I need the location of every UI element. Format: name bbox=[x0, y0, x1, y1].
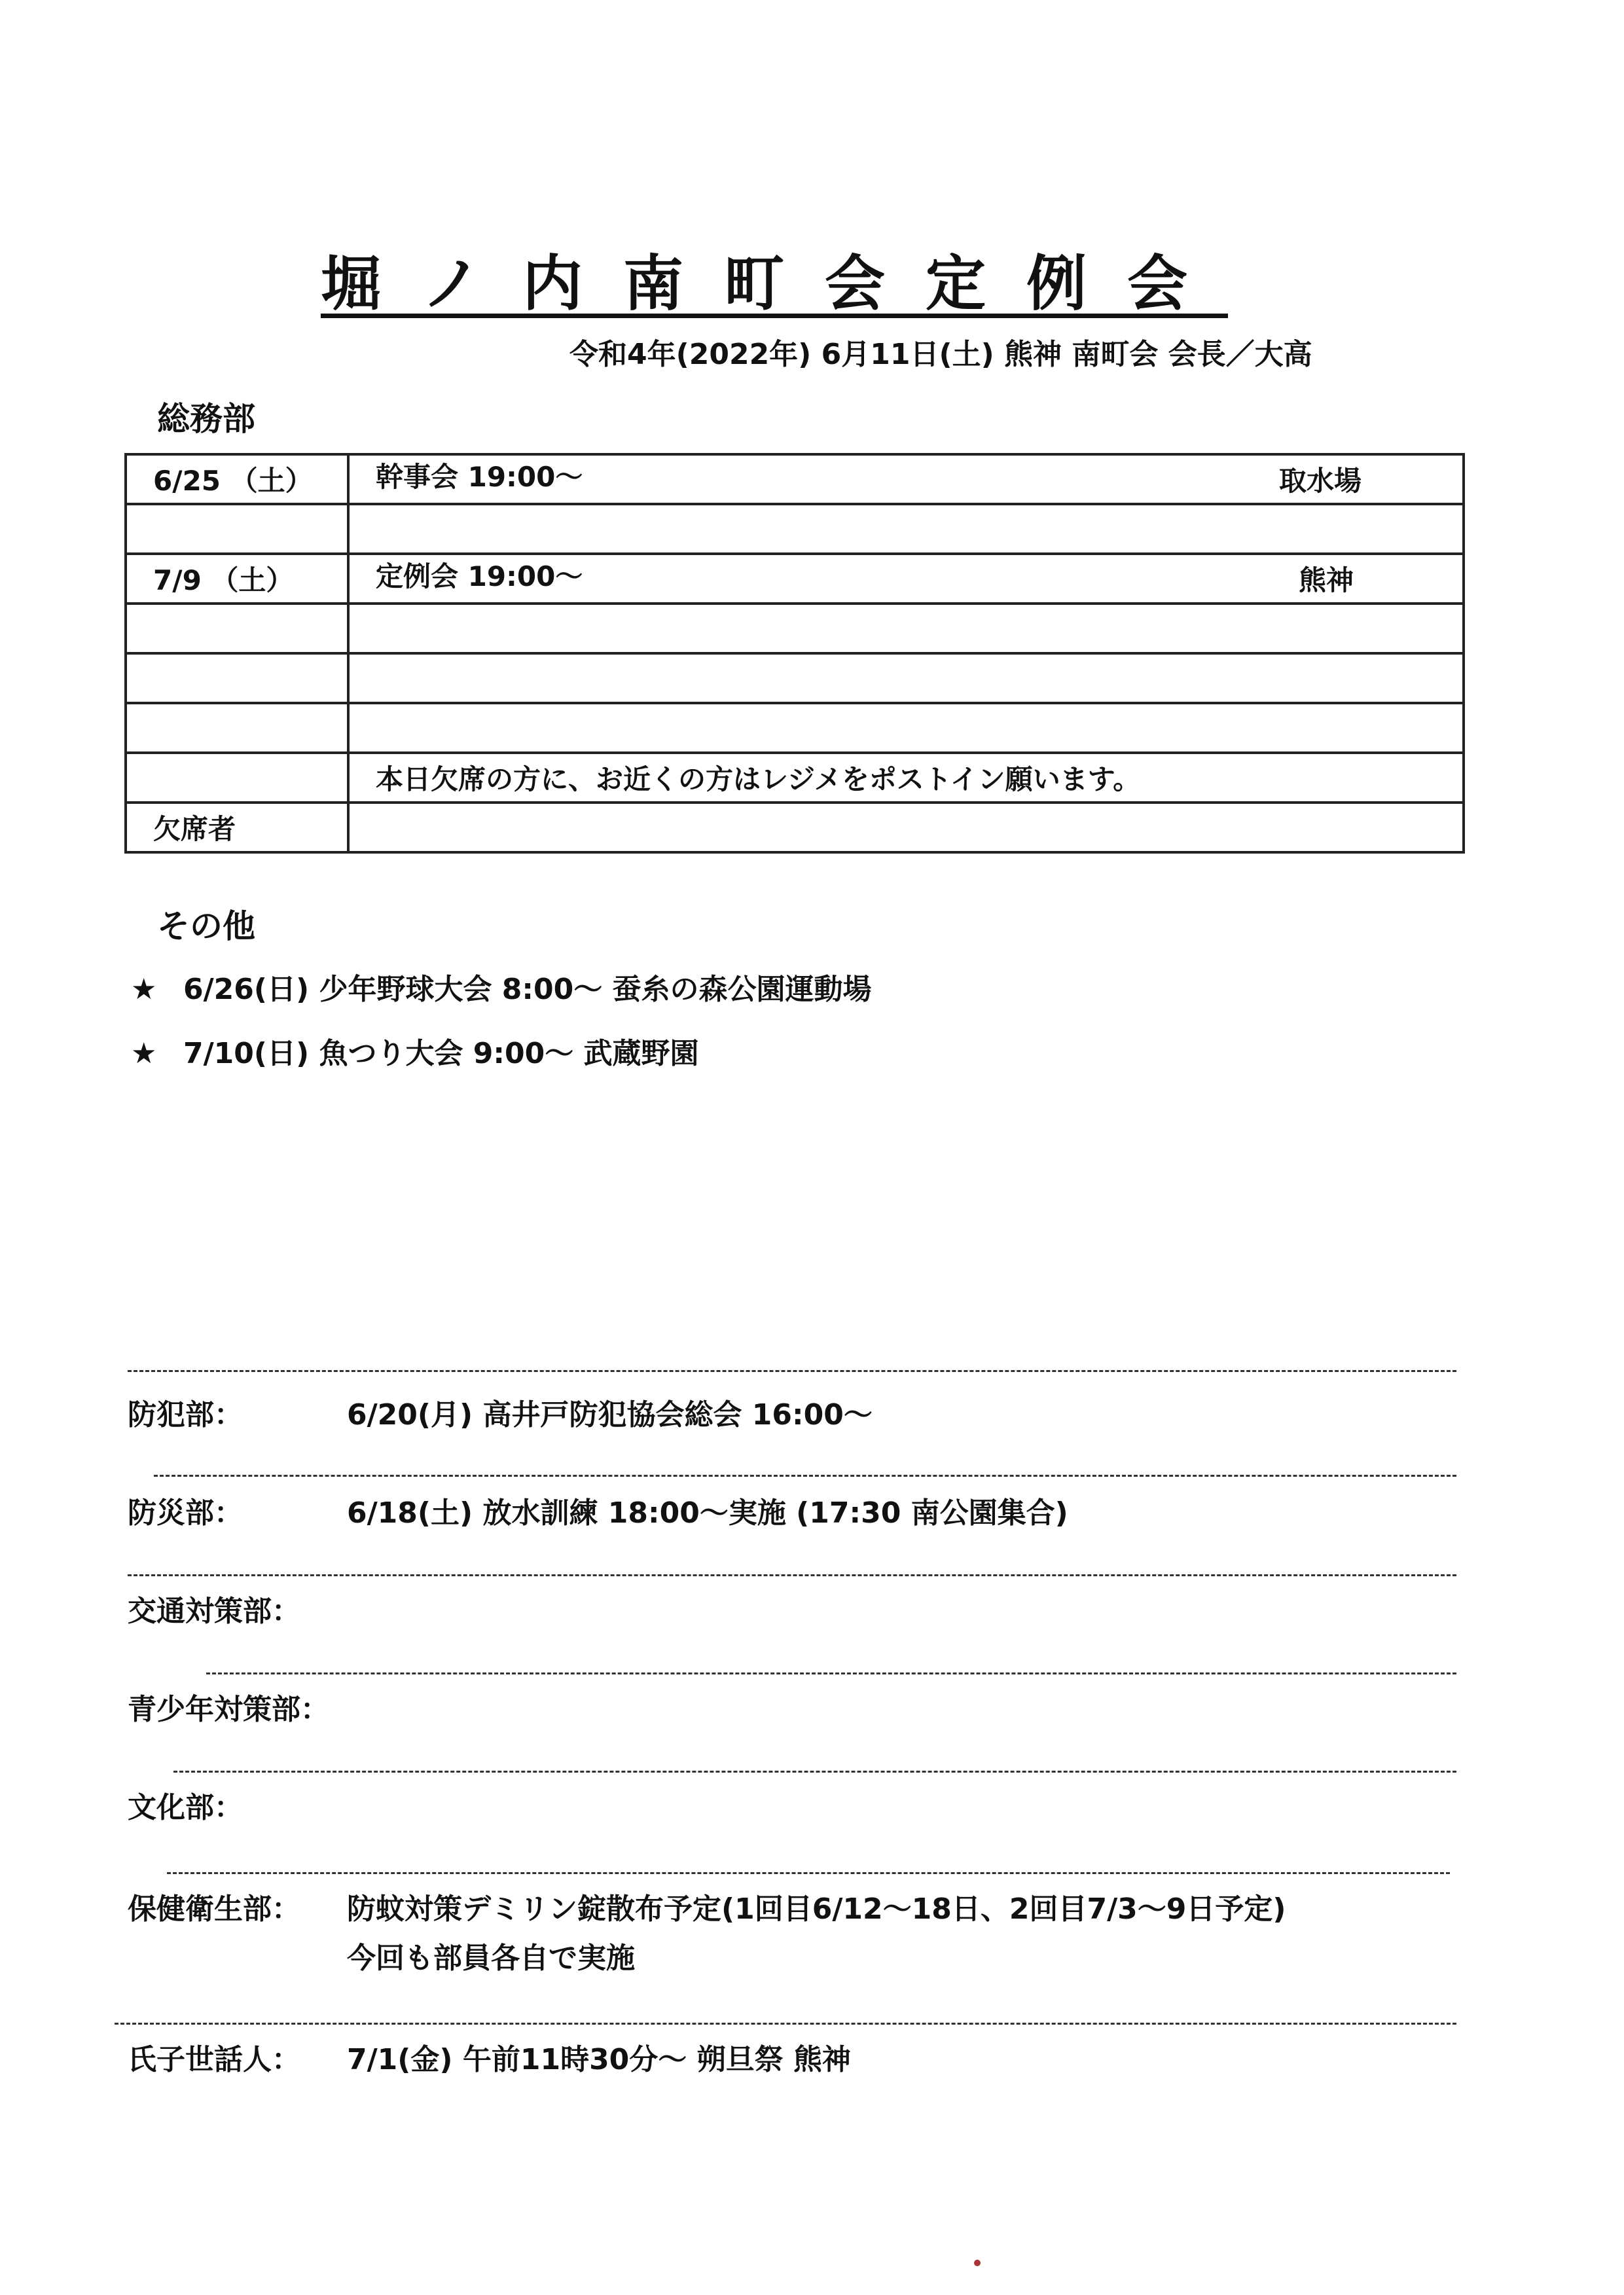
table-row bbox=[126, 554, 1464, 604]
meeting-date-line: 令和4年(2022年) 6月11日(土) 熊神 南町会 会長／大高 bbox=[569, 338, 1312, 371]
dashed-divider bbox=[128, 1370, 1456, 1372]
row-event bbox=[348, 703, 1464, 753]
star-icon: ★ bbox=[131, 973, 157, 1006]
dept-name: 文化部： bbox=[128, 1791, 243, 1824]
table-row bbox=[126, 753, 1464, 803]
row-date: 7/9 （土） bbox=[126, 554, 348, 604]
event-text: 幹事会 19:00～ bbox=[376, 461, 583, 493]
table-row bbox=[126, 504, 1464, 554]
row-event: 本日欠席の方に、お近くの方はレジメをポストイン願います。 bbox=[348, 753, 1464, 803]
dashed-divider bbox=[128, 1574, 1456, 1576]
row-date bbox=[126, 753, 348, 803]
dept-name: 防犯部： bbox=[128, 1398, 243, 1432]
list-item bbox=[131, 1030, 699, 1072]
event-place: 取水場 bbox=[1279, 465, 1362, 497]
dept-name: 交通対策部： bbox=[128, 1595, 300, 1628]
dept-detail: 6/18(土) 放水訓練 18:00～実施 (17:30 南公園集合) bbox=[347, 1496, 1068, 1530]
row-date bbox=[126, 504, 348, 554]
star-icon: ★ bbox=[131, 1037, 157, 1070]
row-event bbox=[348, 554, 1464, 604]
dept-detail: 7/1(金) 午前11時30分～ 朔旦祭 熊神 bbox=[347, 2043, 851, 2076]
table-row bbox=[126, 653, 1464, 703]
dept-detail-line2: 今回も部員各自で実施 bbox=[347, 1942, 635, 1975]
other-item-text: 7/10(日) 魚つり大会 9:00～ 武蔵野園 bbox=[183, 1037, 699, 1070]
scan-speck bbox=[974, 2260, 981, 2266]
dept-name: 防災部： bbox=[128, 1496, 243, 1530]
dashed-divider bbox=[154, 1475, 1456, 1477]
row-event bbox=[348, 504, 1464, 554]
dashed-divider bbox=[167, 1872, 1450, 1874]
row-date bbox=[126, 653, 348, 703]
row-date bbox=[126, 604, 348, 653]
soumu-heading: 総務部 bbox=[157, 400, 255, 438]
dept-detail: 6/20(月) 高井戸防犯協会総会 16:00～ bbox=[347, 1398, 873, 1432]
row-event bbox=[348, 653, 1464, 703]
table-row bbox=[126, 803, 1464, 852]
dept-name: 保健衛生部： bbox=[128, 1892, 300, 1926]
row-date: 6/25 （土） bbox=[126, 454, 348, 504]
dept-name: 氏子世話人： bbox=[128, 2043, 300, 2076]
row-date bbox=[126, 703, 348, 753]
dept-detail: 防蚊対策デミリン錠散布予定(1回目6/12～18日、2回目7/3～9日予定) bbox=[347, 1892, 1286, 1926]
row-event bbox=[348, 604, 1464, 653]
table-row bbox=[126, 604, 1464, 653]
other-heading: その他 bbox=[157, 907, 255, 945]
table-row bbox=[126, 703, 1464, 753]
dashed-divider bbox=[115, 2023, 1456, 2025]
absentees-value bbox=[348, 803, 1464, 852]
event-text: 定例会 19:00～ bbox=[376, 560, 583, 592]
table-row bbox=[126, 454, 1464, 504]
dashed-divider bbox=[206, 1672, 1456, 1674]
absentees-label: 欠席者 bbox=[126, 803, 348, 852]
row-event bbox=[348, 454, 1464, 504]
dashed-divider bbox=[173, 1771, 1456, 1773]
event-place: 熊神 bbox=[1299, 564, 1354, 596]
document-title: 堀ノ内南町会定例会 bbox=[321, 249, 1229, 319]
dept-name: 青少年対策部： bbox=[128, 1693, 329, 1726]
other-item-text: 6/26(日) 少年野球大会 8:00～ 蚕糸の森公園運動場 bbox=[183, 973, 872, 1006]
list-item bbox=[131, 966, 872, 1007]
soumu-schedule-table bbox=[124, 453, 1465, 854]
